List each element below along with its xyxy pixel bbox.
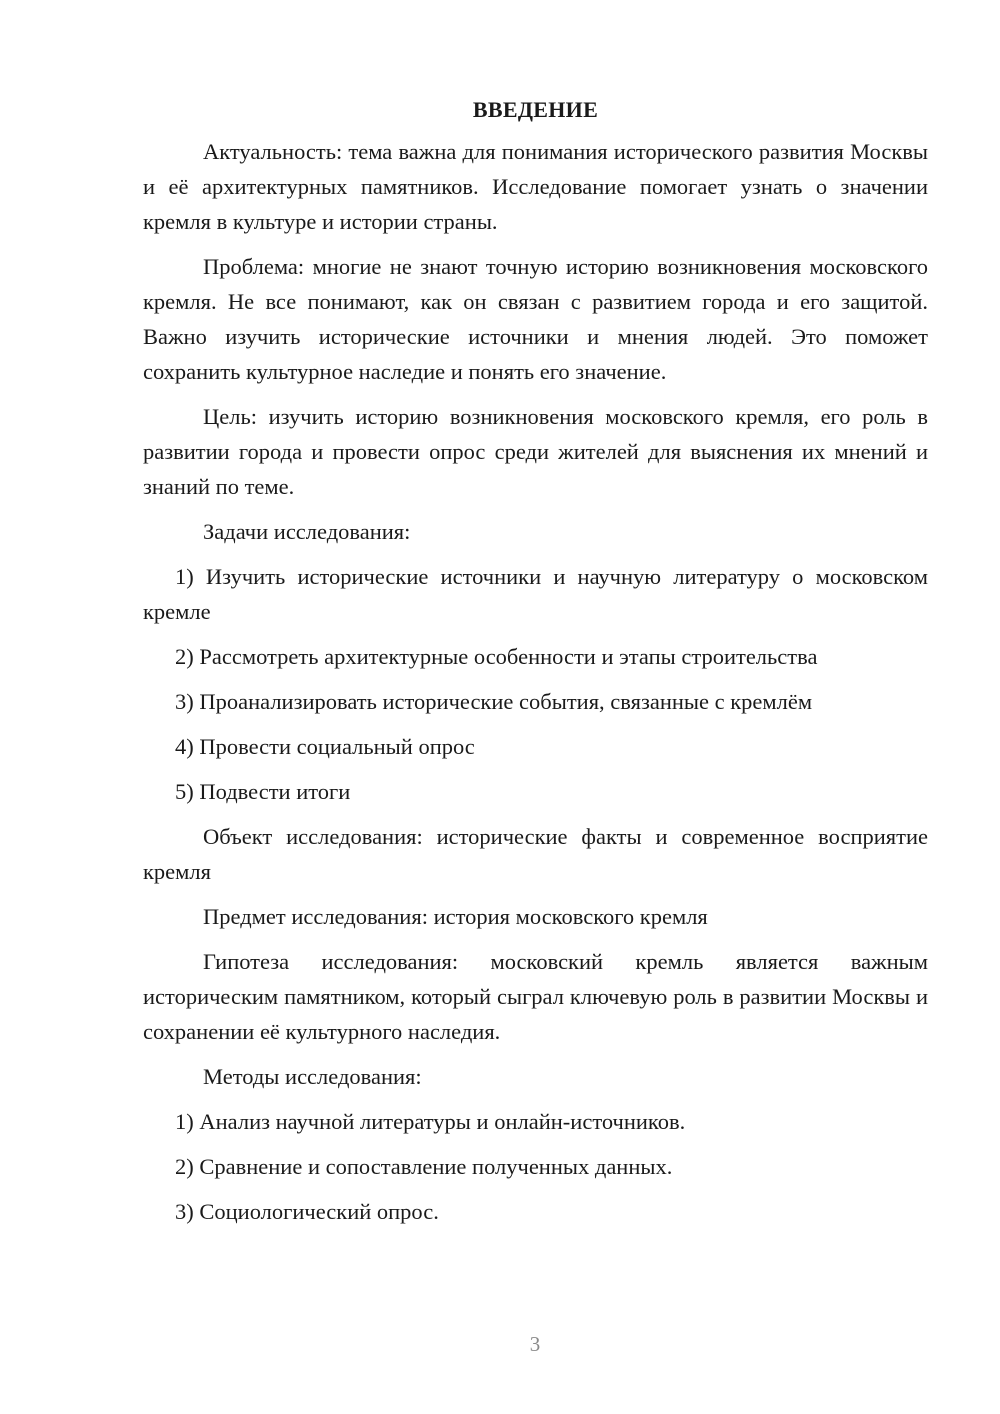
methods-heading: Методы исследования: (203, 1064, 422, 1089)
goal-paragraph: Цель: изучить историю возникновения московского кремля, его роль в развитии города и провести опрос среди жителей для выяснения их мнений и знаний по теме. (143, 404, 928, 499)
task-item: 1) Изучить исторические источники и научную литературу о московском кремле (143, 564, 928, 624)
task-item: 2) Рассмотреть архитектурные особенности и этапы строительства (175, 644, 818, 669)
method-item: 2) Сравнение и сопоставление полученных данных. (175, 1154, 673, 1179)
object-paragraph: Объект исследования: исторические факты и современное восприятие кремля (143, 824, 928, 884)
method-item: 3) Социологический опрос. (175, 1199, 439, 1224)
task-item: 3) Проанализировать исторические события, связанные с кремлём (175, 689, 813, 714)
tasks-list (143, 559, 928, 809)
page-number: 3 (529, 1332, 541, 1356)
problem-paragraph: Проблема: многие не знают точную историю возникновения московского кремля. Не все понимают, как он связан с развитием города и его защитой. Важно изучить исторические источники и мнения людей. Это поможет сохранить культурное наследие и понять его значение. (143, 254, 928, 384)
task-item: 5) Подвести итоги (175, 779, 351, 804)
task-item: 4) Провести социальный опрос (175, 734, 475, 759)
document-page (143, 92, 928, 1239)
section-title: ВВЕДЕНИЕ (472, 97, 599, 122)
tasks-heading: Задачи исследования: (203, 519, 411, 544)
method-item: 1) Анализ научной литературы и онлайн-источников. (175, 1109, 686, 1134)
methods-list (143, 1104, 928, 1229)
hypothesis-paragraph: Гипотеза исследования: московский кремль является важным историческим памятником, который сыграл ключевую роль в развитии Москвы и сохранении её культурного наследия. (143, 949, 928, 1044)
subject-paragraph: Предмет исследования: история московского кремля (203, 904, 708, 929)
relevance-paragraph: Актуальность: тема важна для понимания исторического развития Москвы и её архитектурных памятников. Исследование помогает узнать о значении кремля в культуре и истории страны. (143, 139, 928, 234)
